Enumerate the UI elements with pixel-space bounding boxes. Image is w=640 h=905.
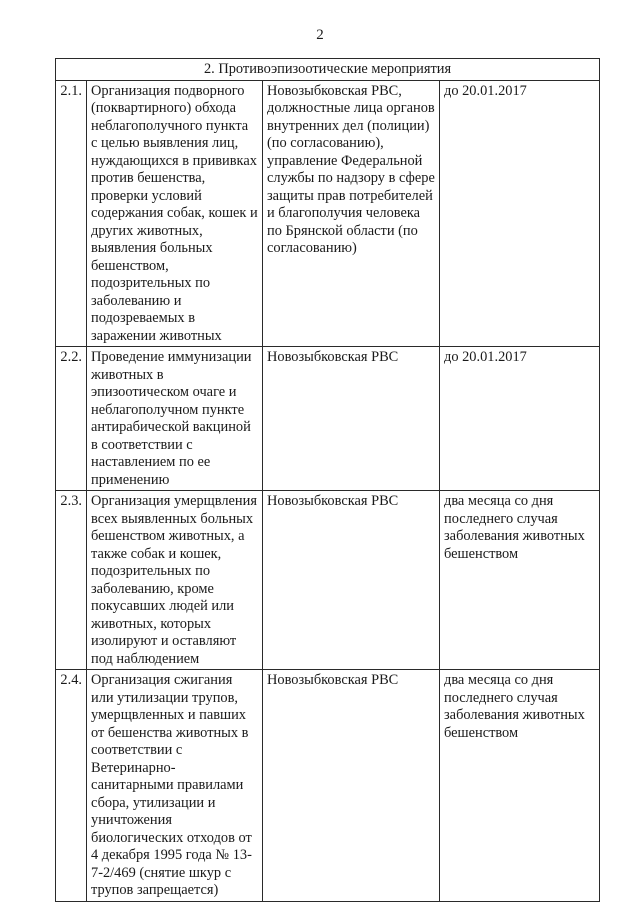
executor-cell: Новозыбковская РВС: [263, 347, 440, 491]
executor-cell: Новозыбковская РВС: [263, 491, 440, 670]
table-row: [56, 670, 600, 902]
term-cell: два месяца со дня последнего случая заболевания животных бешенством: [440, 670, 600, 902]
section-title: 2. Противоэпизоотические мероприятия: [56, 59, 600, 81]
measures-table: [55, 58, 600, 902]
action-cell: Проведение иммунизации животных в эпизоотическом очаге и неблагополучном пункте антирабической вакциной в соответствии с наставлением по ее применению: [87, 347, 263, 491]
table-row: [56, 80, 600, 347]
term-cell: до 20.01.2017: [440, 80, 600, 347]
action-cell: Организация умерщвления всех выявленных больных бешенством животных, а также собак и кошек, подозрительных по заболеванию, кроме покусавших людей или животных, которых изолируют и оставляют под наблюдением: [87, 491, 263, 670]
page-number: 2: [316, 27, 324, 43]
term-cell: два месяца со дня последнего случая заболевания животных бешенством: [440, 491, 600, 670]
row-number: 2.3.: [56, 491, 87, 670]
row-number: 2.4.: [56, 670, 87, 902]
row-number: 2.1.: [56, 80, 87, 347]
table-row: [56, 491, 600, 670]
action-cell: Организация сжигания или утилизации трупов, умерщвленных и павших от бешенства животных в соответствии с Ветеринарно-санитарными правилами сбора, утилизации и уничтожения биологических отходов от 4 декабря 1995 года № 13-7-2/469 (снятие шкур с трупов запрещается): [87, 670, 263, 902]
section-header-row: [56, 59, 600, 81]
executor-cell: Новозыбковская РВС, должностные лица органов внутренних дел (полиции) (по согласованию), управление Федеральной службы по надзору в сфере защиты прав потребителей и благополучия человека по Брянской области (по согласованию): [263, 80, 440, 347]
executor-cell: Новозыбковская РВС: [263, 670, 440, 902]
row-number: 2.2.: [56, 347, 87, 491]
action-cell: Организация подворного (поквартирного) обхода неблагополучного пункта с целью выявления лиц, нуждающихся в прививках против бешенства, проверки условий содержания собак, кошек и других животных, выявления больных бешенством, подозрительных по заболеванию и подозреваемых в заражении животных: [87, 80, 263, 347]
term-cell: до 20.01.2017: [440, 347, 600, 491]
table-row: [56, 347, 600, 491]
